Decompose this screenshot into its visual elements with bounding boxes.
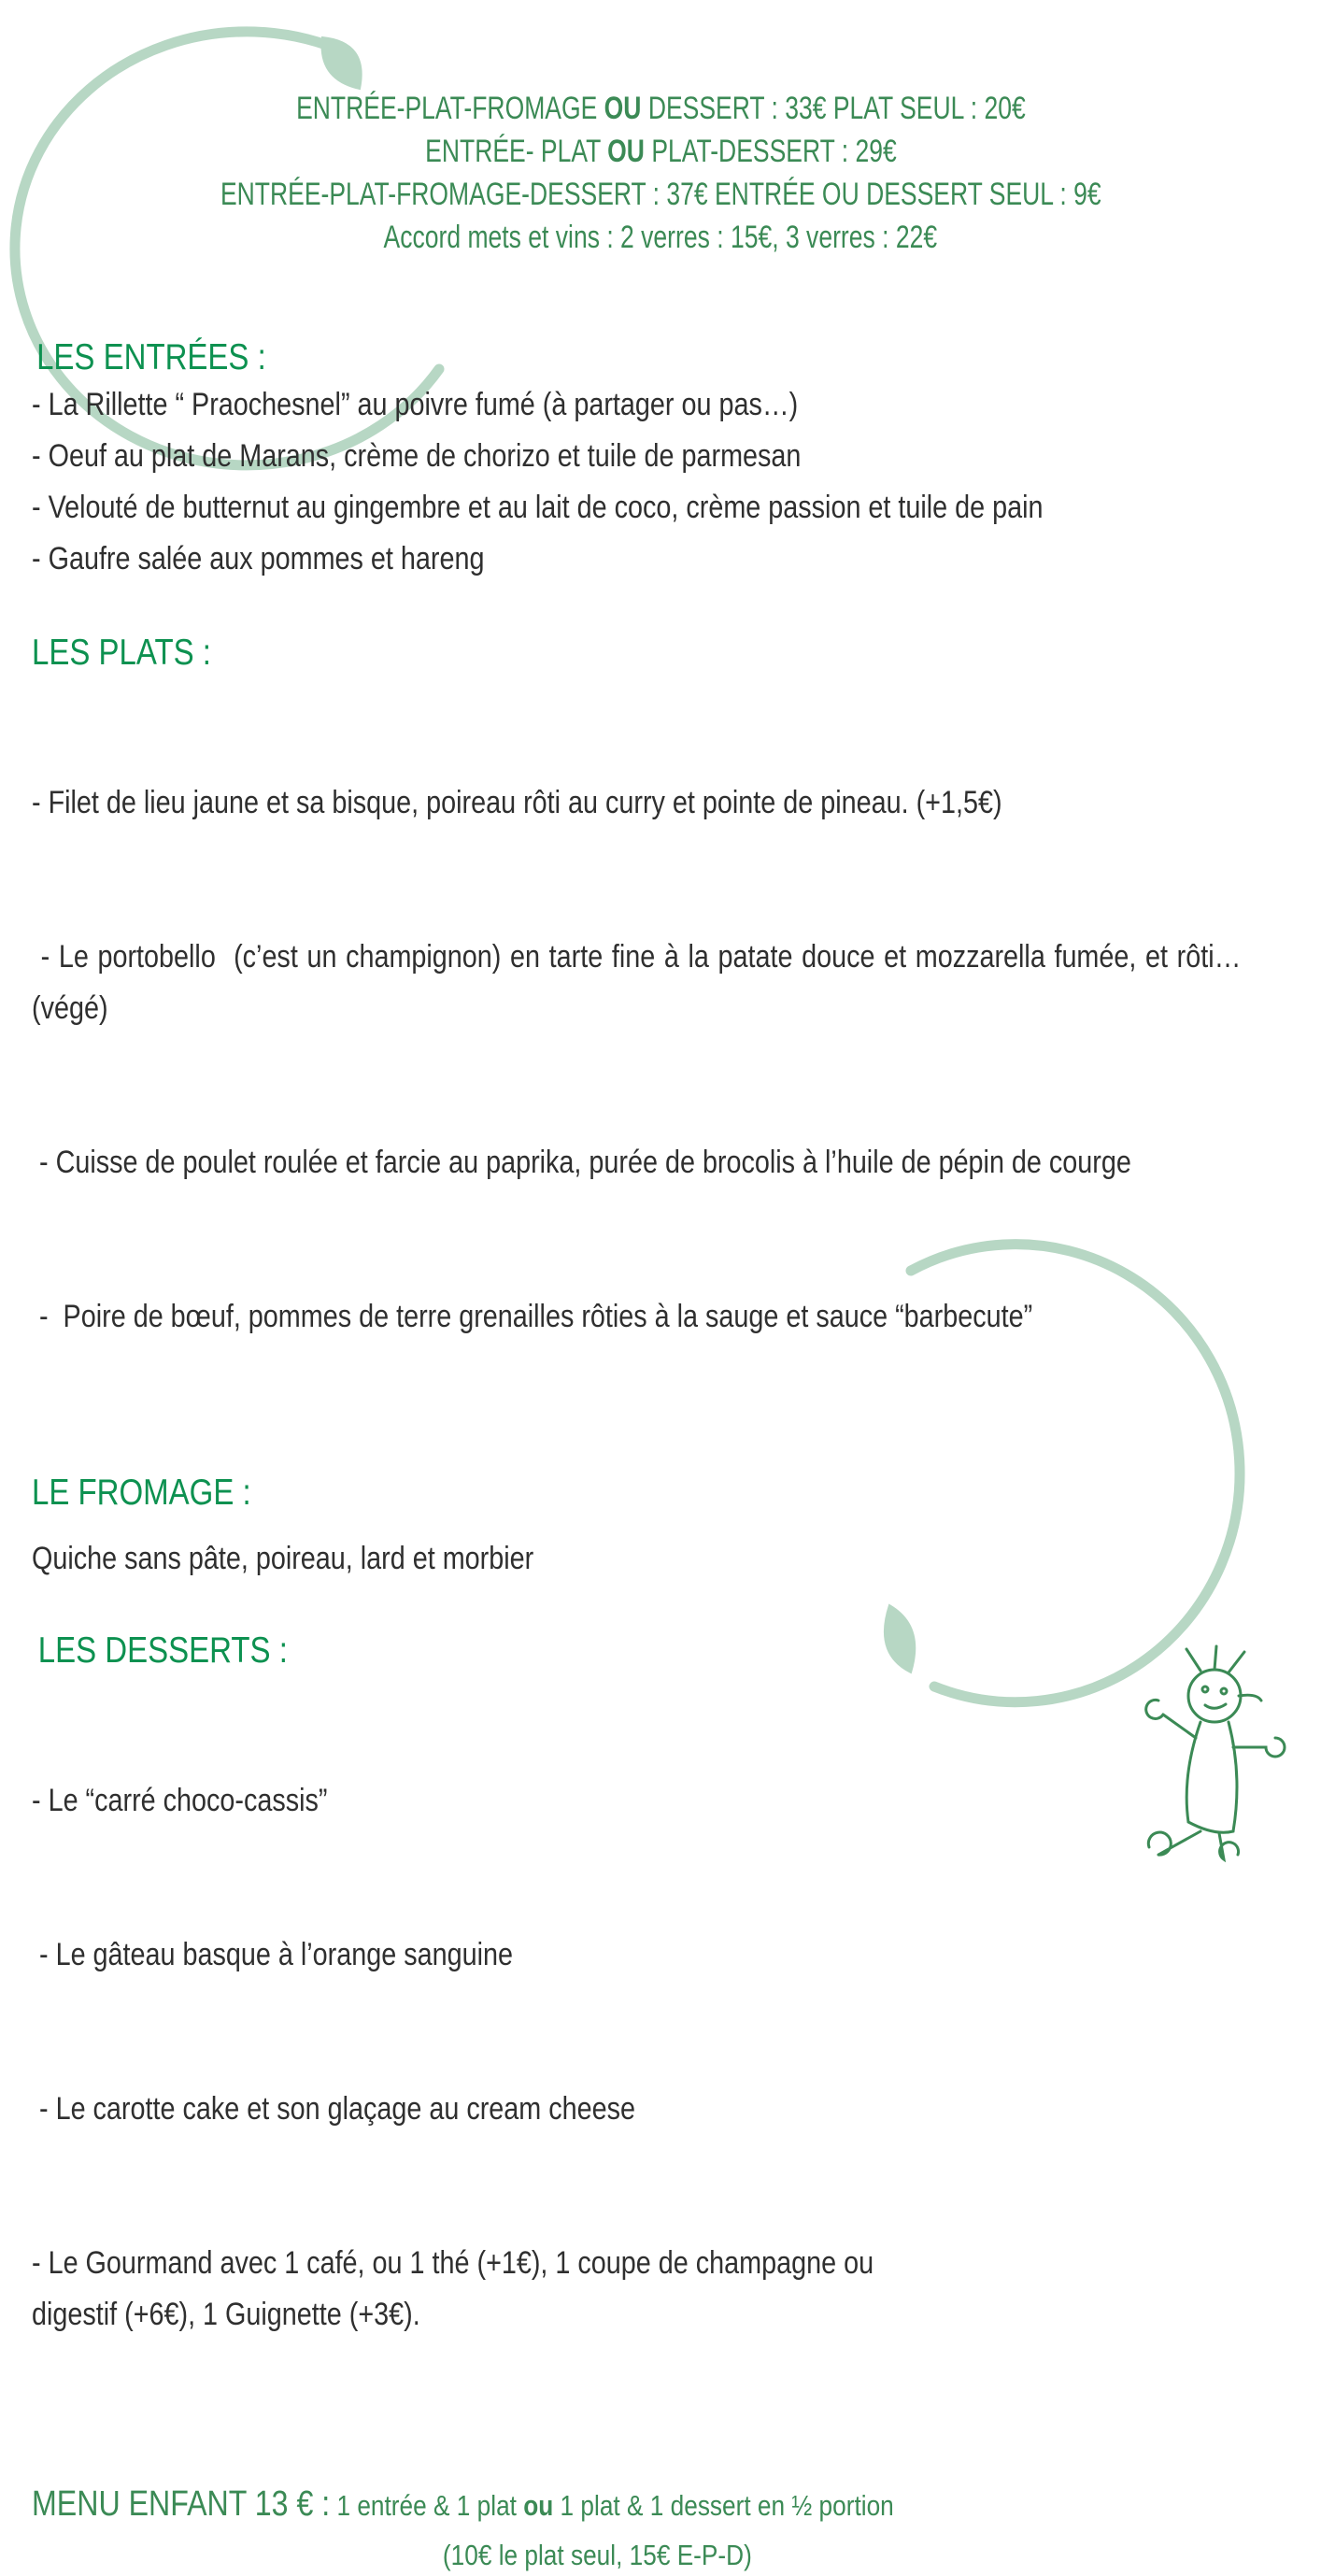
- top-left-leaf-icon: [322, 37, 362, 89]
- menu-item: - Poire de bœuf, pommes de terre grenailles rôties à la sauge et sauce “barbecute”: [32, 1299, 1033, 1334]
- section-title: LES ENTRÉES :: [36, 337, 266, 377]
- price-line-2: [0, 133, 1321, 170]
- kids-menu-prices: (10€ le plat seul, 15€ E-P-D): [442, 2539, 752, 2571]
- plats-section: [32, 632, 1241, 1445]
- wine-pairing-line: [0, 219, 1321, 256]
- price-text: ENTRÉE-PLAT-FROMAGE: [295, 91, 604, 126]
- or-emphasis: OU: [606, 134, 645, 169]
- price-text: DESSERT : 33€ PLAT SEUL : 20€: [641, 91, 1026, 126]
- price-line-3: [0, 176, 1321, 213]
- menu-item: - Le Gourmand avec 1 café, ou 1 thé (+1€), 1 coupe de champagne ou digestif (+6€), 1 Guignette (+3€).: [32, 2245, 882, 2332]
- menu-item: Quiche sans pâte, poireau, lard et morbier: [32, 1541, 534, 1576]
- kids-menu-line: [32, 2481, 1241, 2535]
- section-title: LES DESSERTS :: [37, 1630, 288, 1671]
- menu-item: - Velouté de butternut au gingembre et au lait de coco, crème passion et tuile de pain: [32, 490, 1044, 525]
- price-line-1: [0, 90, 1321, 127]
- wine-text: Accord mets et vins : 2 verres : 15€, 3 verres : 22€: [383, 220, 938, 255]
- kids-menu-section: [32, 2481, 1241, 2576]
- menu-item: - Filet de lieu jaune et sa bisque, poireau rôti au curry et pointe de pineau. (+1,5€): [32, 785, 1002, 820]
- or-emphasis: OU: [604, 91, 642, 126]
- section-title: LE FROMAGE :: [32, 1473, 251, 1513]
- menu-item: - Le “carré choco-cassis”: [32, 1783, 328, 1818]
- desserts-section: [32, 1630, 1241, 2443]
- menu-item: - Le carotte cake et son glaçage au cream cheese: [32, 2091, 635, 2127]
- menu-item: - Gaufre salée aux pommes et hareng: [32, 541, 485, 576]
- menu-item: - La Rillette “ Praochesnel” au poivre fumé (à partager ou pas…): [32, 387, 799, 422]
- fromage-section: [32, 1472, 1241, 1585]
- entrees-section: [32, 336, 1241, 585]
- menu-item: - Le gâteau basque à l’orange sanguine: [32, 1937, 513, 1972]
- kids-menu-text: 1 plat & 1 dessert en ½ portion: [553, 2489, 894, 2522]
- section-title: LES PLATS :: [32, 633, 211, 673]
- kids-menu-title: MENU ENFANT 13 € :: [32, 2484, 331, 2524]
- menu-item: - Cuisse de poulet roulée et farcie au paprika, purée de brocolis à l’huile de pépin de courge: [32, 1145, 1131, 1180]
- price-text: PLAT-DESSERT : 29€: [644, 134, 897, 169]
- menu-item: - Le portobello (c’est un champignon) en tarte fine à la patate douce et mozzarella fumée, et rôti…(végé): [32, 939, 1242, 1026]
- menu-column: [32, 336, 1241, 2576]
- kids-menu-text: 1 entrée & 1 plat: [330, 2489, 524, 2522]
- menu-item: - Oeuf au plat de Marans, crème de chorizo et tuile de parmesan: [32, 438, 802, 474]
- or-emphasis: ou: [523, 2489, 554, 2522]
- price-text: ENTRÉE- PLAT: [424, 134, 607, 169]
- price-text: ENTRÉE-PLAT-FROMAGE-DESSERT : 37€ ENTRÉE OU DESSERT SEUL : 9€: [220, 177, 1101, 212]
